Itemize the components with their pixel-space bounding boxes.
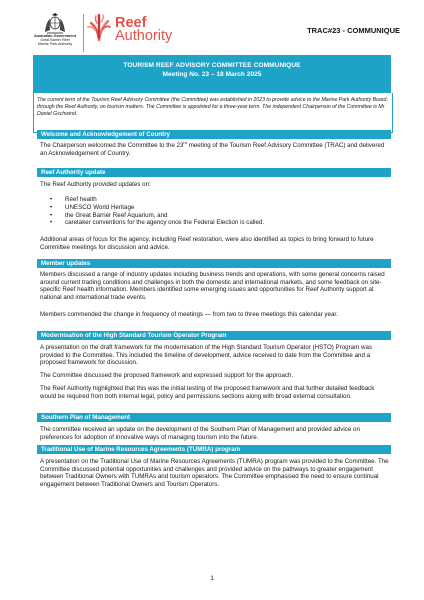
member-updates-paragraph-2: Members commended the change in frequency of meetings — from two to three meetings this calendar year.: [40, 311, 338, 318]
reef-update-list: [40, 196, 390, 227]
gov-line-3: Marine Park Authority: [37, 42, 73, 47]
header-divider: [83, 14, 84, 52]
document-code: TRAC#23 - COMMUNIQUE: [307, 26, 400, 35]
section-heading-welcome: Welcome and Acknowledgement of Country: [37, 130, 391, 139]
welcome-text-end: meeting of the Tourism Reef Advisory Committee (TRAC) and delivered an Acknowledgement of Country.: [40, 142, 385, 157]
brand-name-line2: Authority: [115, 28, 173, 44]
hsto-paragraph-2: The Committee discussed the proposed framework and expressed support for the approach.: [40, 372, 294, 379]
meeting-subtitle: Meeting No. 23 – 18 March 2025: [162, 71, 262, 78]
reef-update-paragraph: Additional areas of focus for the agency, including Reef restoration, were also identified as topics to bring forward to future Committee meetings for discussion and advice.: [40, 236, 374, 251]
ordinal-suffix: rd: [183, 139, 187, 145]
document-header: [30, 12, 400, 52]
coat-of-arms-icon: [42, 12, 68, 34]
section-heading-southern-plan: Southern Plan of Management: [37, 413, 391, 422]
section-heading-member-updates: Member updates: [37, 259, 391, 268]
list-item: • the Great Barrier Reef Aquarium, and: [40, 212, 390, 220]
title-banner: [33, 55, 391, 93]
list-item: • caretaker conventions for the agency once the Federal Election is called.: [40, 219, 390, 227]
section-heading-hsto: Modernisation of the High Standard Tourism Operator Program: [37, 331, 391, 340]
page-number: 1: [210, 575, 214, 582]
australian-government-logo: [30, 12, 80, 56]
reef-update-lead: The Reef Authority provided updates on:: [40, 181, 151, 188]
list-item: • UNESCO World Heritage: [40, 204, 390, 212]
intro-statement: The current term of the Tourism Reef Advisory Committee (the Committee) was established in 2023 to provide advice to the Marine Park Authority Board, through the Reef Authority, on tourism matters. The Committee is appointed for a three-year term. The independent Chairperson of the Committee is Mr Daniel Gschwind.: [33, 93, 393, 133]
list-item: • Reef health: [40, 196, 390, 204]
brand-name-line1: Reef: [115, 15, 147, 31]
welcome-text-start: The Chairperson welcomed the Committee to the 23: [40, 142, 184, 149]
section-heading-tumra: Traditional Use of Marine Resources Agreements (TUMRA) program: [37, 445, 391, 454]
hsto-paragraph-3: The Reef Authority highlighted that this was the initial testing of the proposed framework and that further detailed feedback would be required from both internal legal, policy and permissions sections along with broad external consultation.: [40, 385, 375, 400]
gov-line-1: Australian Government: [34, 34, 76, 38]
southern-plan-paragraph: The committee received an update on the development of the Southern Plan of Management and provided advice on preferences for adoption of innovative ways of managing tourism into the future.: [40, 426, 360, 441]
hsto-paragraph-1: A presentation on the draft framework for the modernisation of the High Standard Tourism Operator (HSTO) Program was provided to the Committee. This included the timeline of development, advice received to date from the Committee and a proposed framework for discussion.: [40, 344, 372, 366]
reef-authority-logo-icon: [86, 12, 112, 42]
communique-title: TOURISM REEF ADVISORY COMMITTEE COMMUNIQUE: [123, 62, 301, 69]
section-heading-reef-update: Reef Authority update: [37, 168, 391, 177]
member-updates-paragraph-1: Members discussed a range of industry updates including business trends and operations, with some general concerns raised around current trading conditions and challenges in both the domestic and international markets, and some feedback on site-specific Reef health information. Members identified some emerging issues and opportunities for Reef Authority support at national and international trade events.: [40, 271, 385, 301]
tumra-paragraph: A presentation on the Traditional Use of Marine Resources Agreements (TUMRA) program was provided to the Committee. The Committee discussed potential opportunities and challenges and provided advice on the pathways to greater engagement between Traditional Owners with TUMRAs and tourism operators. The Committee emphasised the need to ensure continual engagement between Traditional Owners and Tourism Operators.: [40, 458, 389, 488]
gov-line-2: Great Barrier Reef: [40, 38, 70, 43]
welcome-paragraph: [40, 139, 390, 157]
